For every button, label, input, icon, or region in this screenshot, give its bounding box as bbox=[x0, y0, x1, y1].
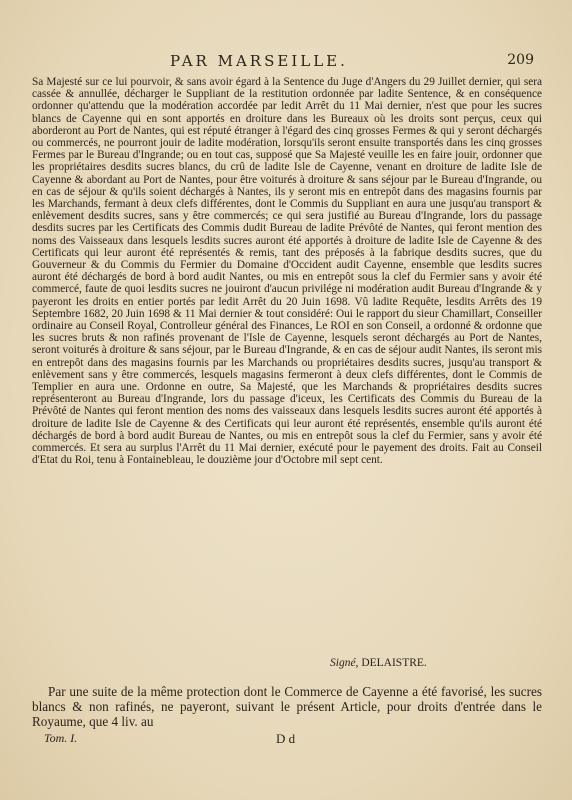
page-number: 209 bbox=[507, 52, 534, 68]
running-title: PAR MARSEILLE. bbox=[170, 52, 348, 70]
printer-signature-mark: D d bbox=[276, 731, 296, 746]
volume-label: Tom. I. bbox=[44, 731, 78, 745]
signed-label: Signé, bbox=[330, 657, 359, 669]
body-paragraph: Sa Majesté sur ce lui pourvoir, & sans avoir égard à la Sentence du Juge d'Angers du 29 Juillet dernier, qui sera cassée & annullée, décharger le Suppliant de la restitution ordonnée par ladite Sentence, & en conséquence ordonner qu'attendu que la modération accordée par ledit Arrêt du 11 Mai dernier, n'est que pour les sucres blancs de Cayenne qui en sont apportés en droiture dans les Bureaux où les droits sont perçus, ceux qui aborderont au Port de Nantes, qui est réputé étranger à l'égard des cinq grosses Fermes & qui y seront déchargés ou commercés, ne pourront jouir de ladite modération, lorsqu'ils seront ensuite transportés dans les cinq grosses Fermes par le Bureau d'Ingrande; ou en tout cas, supposé que Sa Majesté veuille les en faire jouir, ordonner que les propriétaires desdits sucres blancs, du crû de ladite Isle de Cayenne, venant en droiture de ladite Isle de Cayenne & abordant au Port de Nantes, pour être voiturés à droiture & sans séjour par le Bureau d'Ingrande, ou en cas de séjour & qu'ils soient déchargés à Nantes, ils y seront mis en entrepôt dans des magasins fournis par les Marchands, fermant à deux clefs différentes, dont le Commis du Suppliant en aura une jusqu'au transport & enlèvement desdits sucres, sans y être commercés; ce qui sera justifié au Bureau d'Ingrande, lors du passage desdits sucres par les Certificats des Commis dudit Bureau de ladite Prévôté de Nantes, qui feront mention des noms des Vaisseaux dans lesquels lesdits sucres auront été apportés à droiture de ladite Isle de Cayenne & des Certificats qui leur auront été représentés & remis, tant des préposés à la fabrique desdits sucres, que du Gouverneur & du Commis du Fermier du Domaine d'Occident audit Cayenne, ensemble que lesdits sucres auront été déchargés de bord à bord audit Nantes, ou mis en entrepôt sous la clef du Fermier sans y avoir été commercé, faute de quoi lesdits sucres ne jouiront d'aucun privilége ni modération audit Bureau d'Ingrande & y payeront les droits en entier portés par ledit Arrêt du 20 Juin 1698. Vû ladite Requête, lesdits Arrêts des 19 Septembre 1682, 20 Juin 1698 & 11 Mai dernier & tout considéré: Oui le rapport du sieur Chamillart, Conseiller ordinaire au Conseil Royal, Controlleur général des Finances, Le ROI en son Conseil, a ordonné & ordonne que les sucres bruts & non rafinés provenant de l'Isle de Cayenne, lesquels seront déchargés au Port de Nantes, seront voiturés à droiture & sans séjour, par le Bureau d'Ingrande, & en cas de séjour audit Nantes, ils seront mis en entrepôt dans des magasins fournis par les Marchands ou propriétaires desdits sucres, jusqu'au transport & enlèvement sans y être commercés, lesquels magasins fermeront à deux clefs différentes, dont le Commis de Templier en aura une. Ordonne en outre, Sa Majesté, que les Marchands & propriétaires desdits sucres représenteront au Bureau d'Ingrande, lors du passage d'iceux, les Certificats des Commis du Bureau de la Prévôté de Nantes qui feront mention des noms des vaisseaux dans lesquels lesdits sucres auront été apportés à droiture de ladite Isle de Cayenne & des Certificats qui leur auront été représentés, ensemble qu'ils auront été déchargés de bord à bord audit Bureau de Nantes, ou mis en entrepôt sous la clef du Fermier, sans y avoir été commercés. Et sera au surplus l'Arrêt du 11 Mai dernier, exécuté pour le payement des droits. Fait au Conseil d'Etat du Roi, tenu à Fontainebleau, le douzième jour d'Octobre mil sept cent. bbox=[32, 76, 542, 467]
signature-line bbox=[330, 657, 427, 669]
signatory-name: DELAISTRE. bbox=[361, 657, 427, 669]
closing-paragraph: Par une suite de la même protection dont le Commerce de Cayenne a été favorisé, les sucres blancs & non rafinés, ne payeront, suivant le présent Article, pour droits d'entrée dans le Royaume, que 4 liv. au bbox=[32, 684, 542, 729]
